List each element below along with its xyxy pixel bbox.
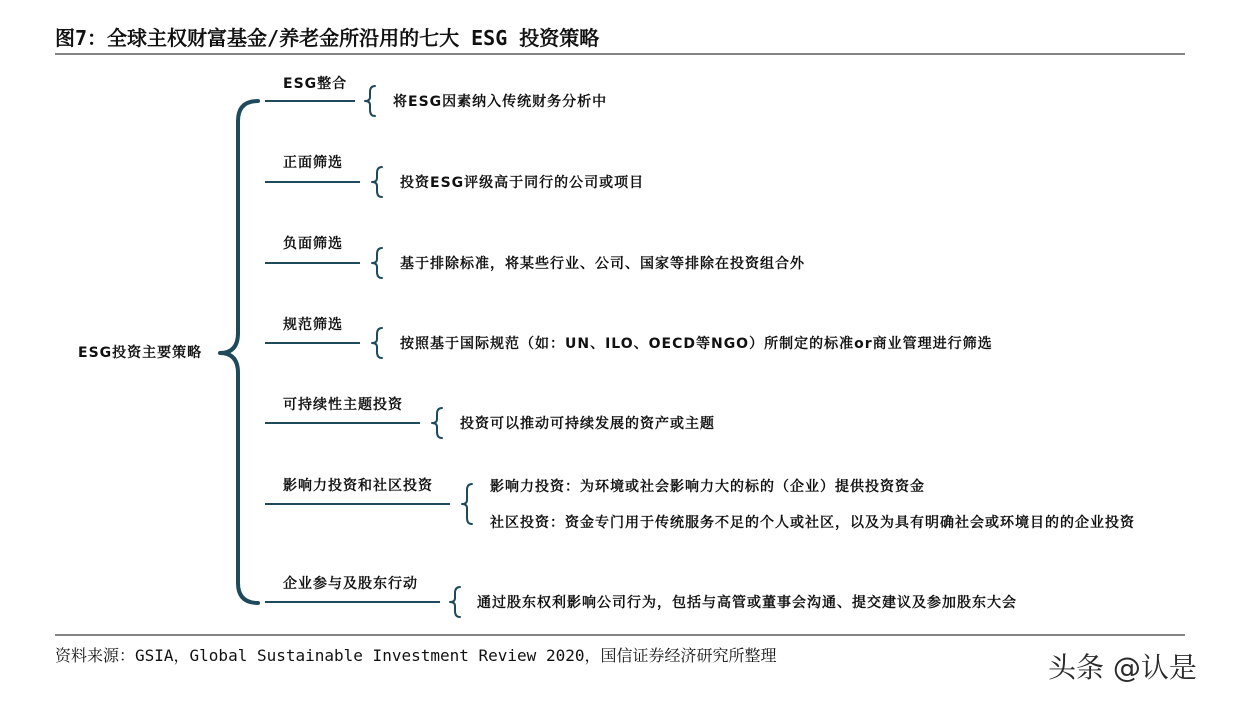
strategy-label: 企业参与及股东行动	[283, 576, 418, 592]
strategy-description-community: 社区投资：资金专门用于传统服务不足的个人或社区，以及为具有明确社会或环境目的的企业投资	[490, 515, 1135, 531]
figure-title: 图7：全球主权财富基金/养老金所沿用的七大 ESG 投资策略	[55, 26, 600, 50]
branch-brace-positive-screening	[372, 167, 382, 197]
strategy-label: 正面筛选	[283, 155, 343, 171]
source-note: 资料来源：GSIA，Global Sustainable Investment Review 2020，国信证券经济研究所整理	[55, 646, 777, 665]
strategy-label: ESG整合	[283, 76, 348, 92]
strategy-label: 规范筛选	[283, 317, 343, 333]
branch-brace-impact-community	[462, 484, 472, 524]
strategy-label: 可持续性主题投资	[283, 397, 403, 413]
strategy-description-impact: 影响力投资：为环境或社会影响力大的标的（企业）提供投资资金	[490, 479, 925, 495]
watermark: 头条 @认是	[1048, 651, 1197, 684]
strategy-description: 按照基于国际规范（如：UN、ILO、OECD等NGO）所制定的标准or商业管理进行筛选	[400, 336, 993, 352]
branch-brace-sustainability-themed	[432, 408, 442, 438]
strategy-label: 负面筛选	[283, 236, 343, 252]
strategy-description: 将ESG因素纳入传统财务分析中	[393, 94, 608, 110]
strategy-description: 通过股东权利影响公司行为，包括与高管或董事会沟通、提交建议及参加股东大会	[477, 595, 1017, 611]
strategy-label: 影响力投资和社区投资	[283, 478, 433, 494]
branch-brace-esg-integration	[365, 86, 375, 116]
branch-brace-norms-screening	[372, 328, 382, 358]
root-label: ESG投资主要策略	[78, 345, 203, 361]
strategy-description: 投资可以推动可持续发展的资产或主题	[460, 416, 715, 432]
branch-brace-engagement	[450, 587, 460, 617]
main-brace	[220, 101, 258, 603]
strategy-description: 基于排除标准，将某些行业、公司、国家等排除在投资组合外	[400, 256, 805, 272]
strategy-description: 投资ESG评级高于同行的公司或项目	[400, 175, 645, 191]
branch-brace-negative-screening	[372, 248, 382, 278]
